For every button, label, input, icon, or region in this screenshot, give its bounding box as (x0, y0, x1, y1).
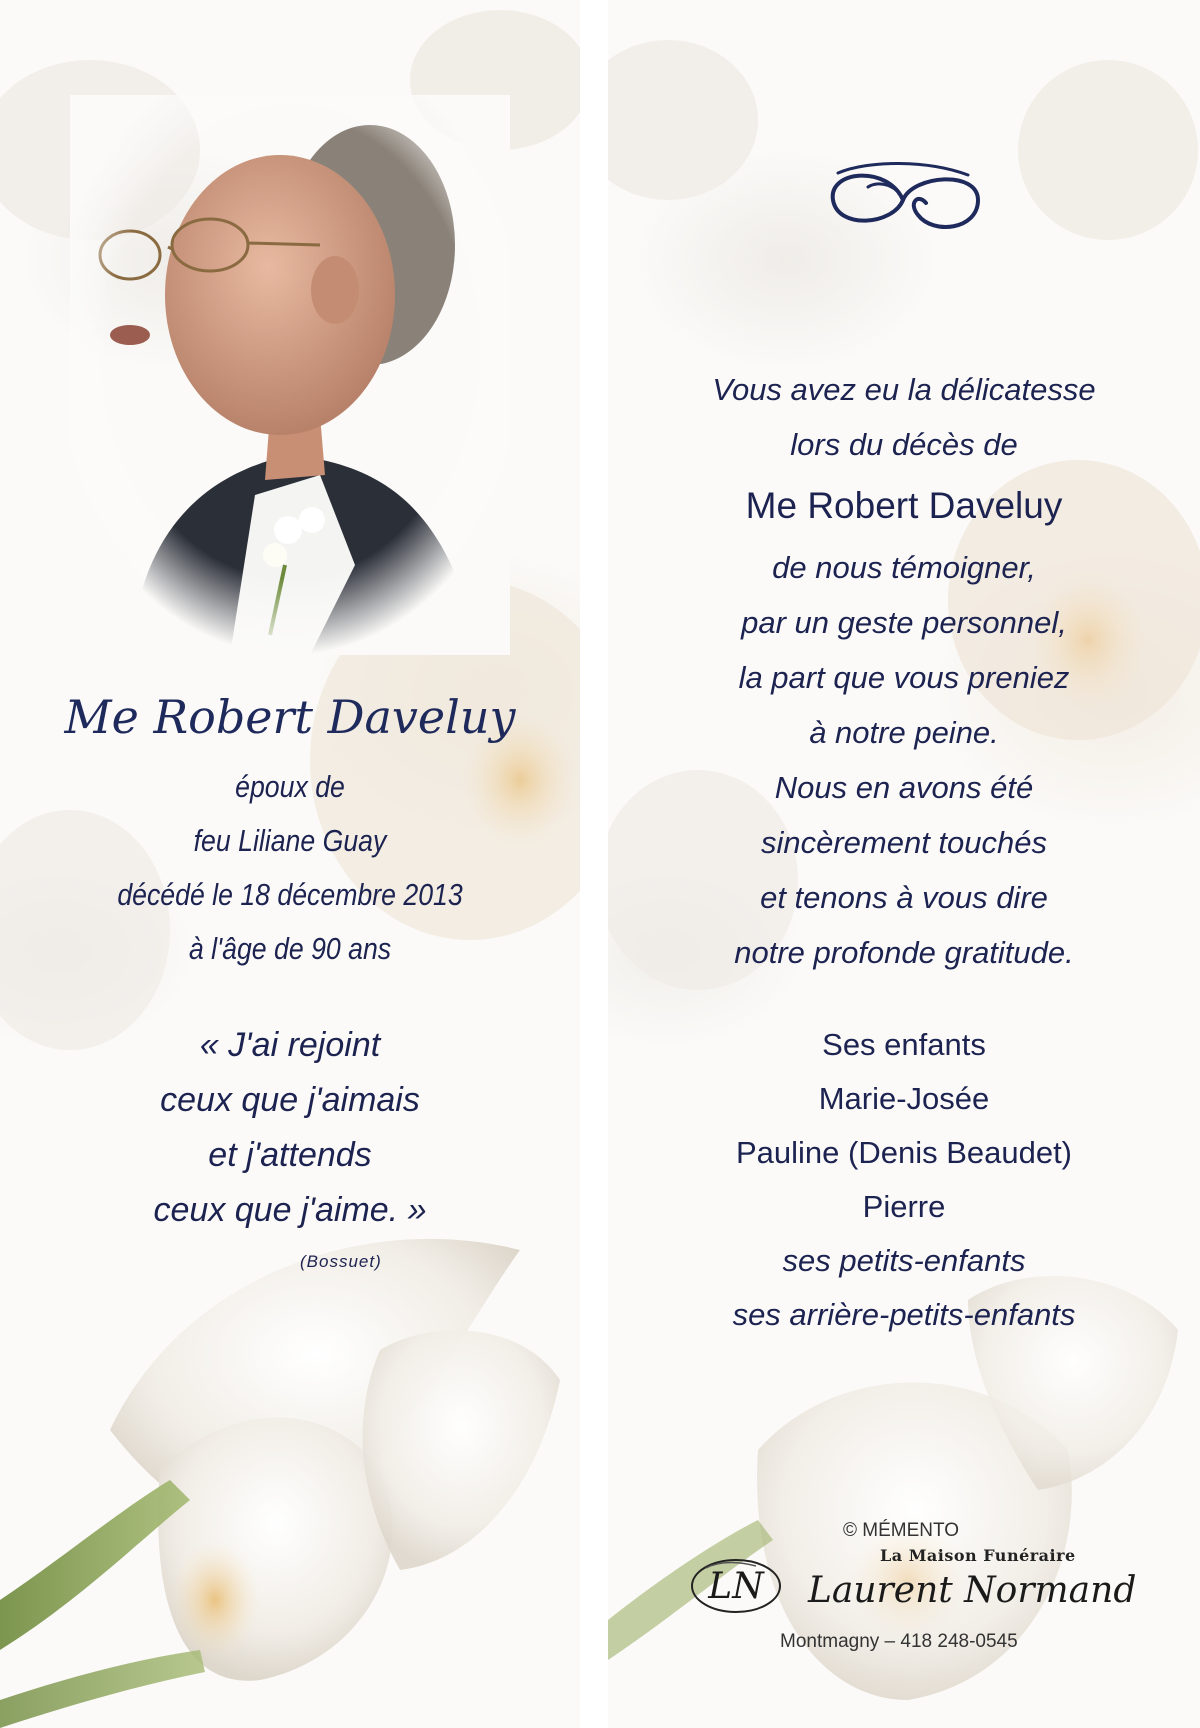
quote-line: et j'attends (208, 1136, 372, 1174)
swirl-ornament-icon (818, 155, 988, 245)
family-line: Ses enfants (822, 1027, 986, 1062)
copyright-notice: © MÉMENTO (843, 1520, 960, 1541)
memorial-card-back (608, 0, 1200, 1728)
family-line: Pauline (Denis Beaudet) (735, 1135, 1073, 1170)
funeral-home-name: Laurent Normand (808, 1570, 1137, 1611)
message-line: sincèrement touchés (760, 825, 1048, 860)
memorial-card-front (0, 0, 580, 1728)
deceased-details (0, 760, 580, 976)
message-line: de nous témoigner, (772, 550, 1036, 585)
deceased-name: Me Robert Daveluy (64, 690, 516, 744)
message-line: Nous en avons été (774, 770, 1034, 805)
family-line: ses arrière-petits-enfants (732, 1297, 1076, 1332)
family-line: Pierre (862, 1189, 946, 1224)
message-line: à notre peine. (809, 715, 999, 750)
funeral-home-contact: Montmagny – 418 248-0545 (780, 1631, 1018, 1652)
message-line: et tenons à vous dire (760, 880, 1048, 915)
card-gutter (580, 0, 608, 1728)
thank-you-message (608, 362, 1200, 980)
svg-text:LN: LN (708, 1566, 764, 1607)
quote-author: (Bossuet) (300, 1252, 382, 1271)
message-line: la part que vous preniez (738, 660, 1070, 695)
message-line: par un geste personnel, (741, 605, 1067, 640)
details-line: époux de (235, 769, 345, 804)
details-line: à l'âge de 90 ans (188, 931, 392, 966)
quote-line: « J'ai rejoint (199, 1026, 381, 1064)
quote-line: ceux que j'aimais (160, 1081, 420, 1119)
family-line: ses petits-enfants (782, 1243, 1026, 1278)
details-line: feu Liliane Guay (193, 823, 387, 858)
message-deceased-name: Me Robert Daveluy (745, 485, 1063, 526)
details-line: décédé le 18 décembre 2013 (117, 877, 463, 912)
family-line: Marie-Josée (818, 1081, 990, 1116)
portrait-photo (70, 95, 510, 655)
quote-line: ceux que j'aime. » (153, 1191, 427, 1229)
funeral-home-logo-icon (686, 1548, 786, 1618)
message-line: notre profonde gratitude. (734, 935, 1074, 970)
message-line: Vous avez eu la délicatesse (712, 372, 1096, 407)
family-list (608, 1018, 1200, 1342)
message-line: lors du décès de (790, 427, 1018, 462)
funeral-home-label: La Maison Funéraire (880, 1546, 1076, 1565)
memorial-quote (0, 1018, 580, 1238)
